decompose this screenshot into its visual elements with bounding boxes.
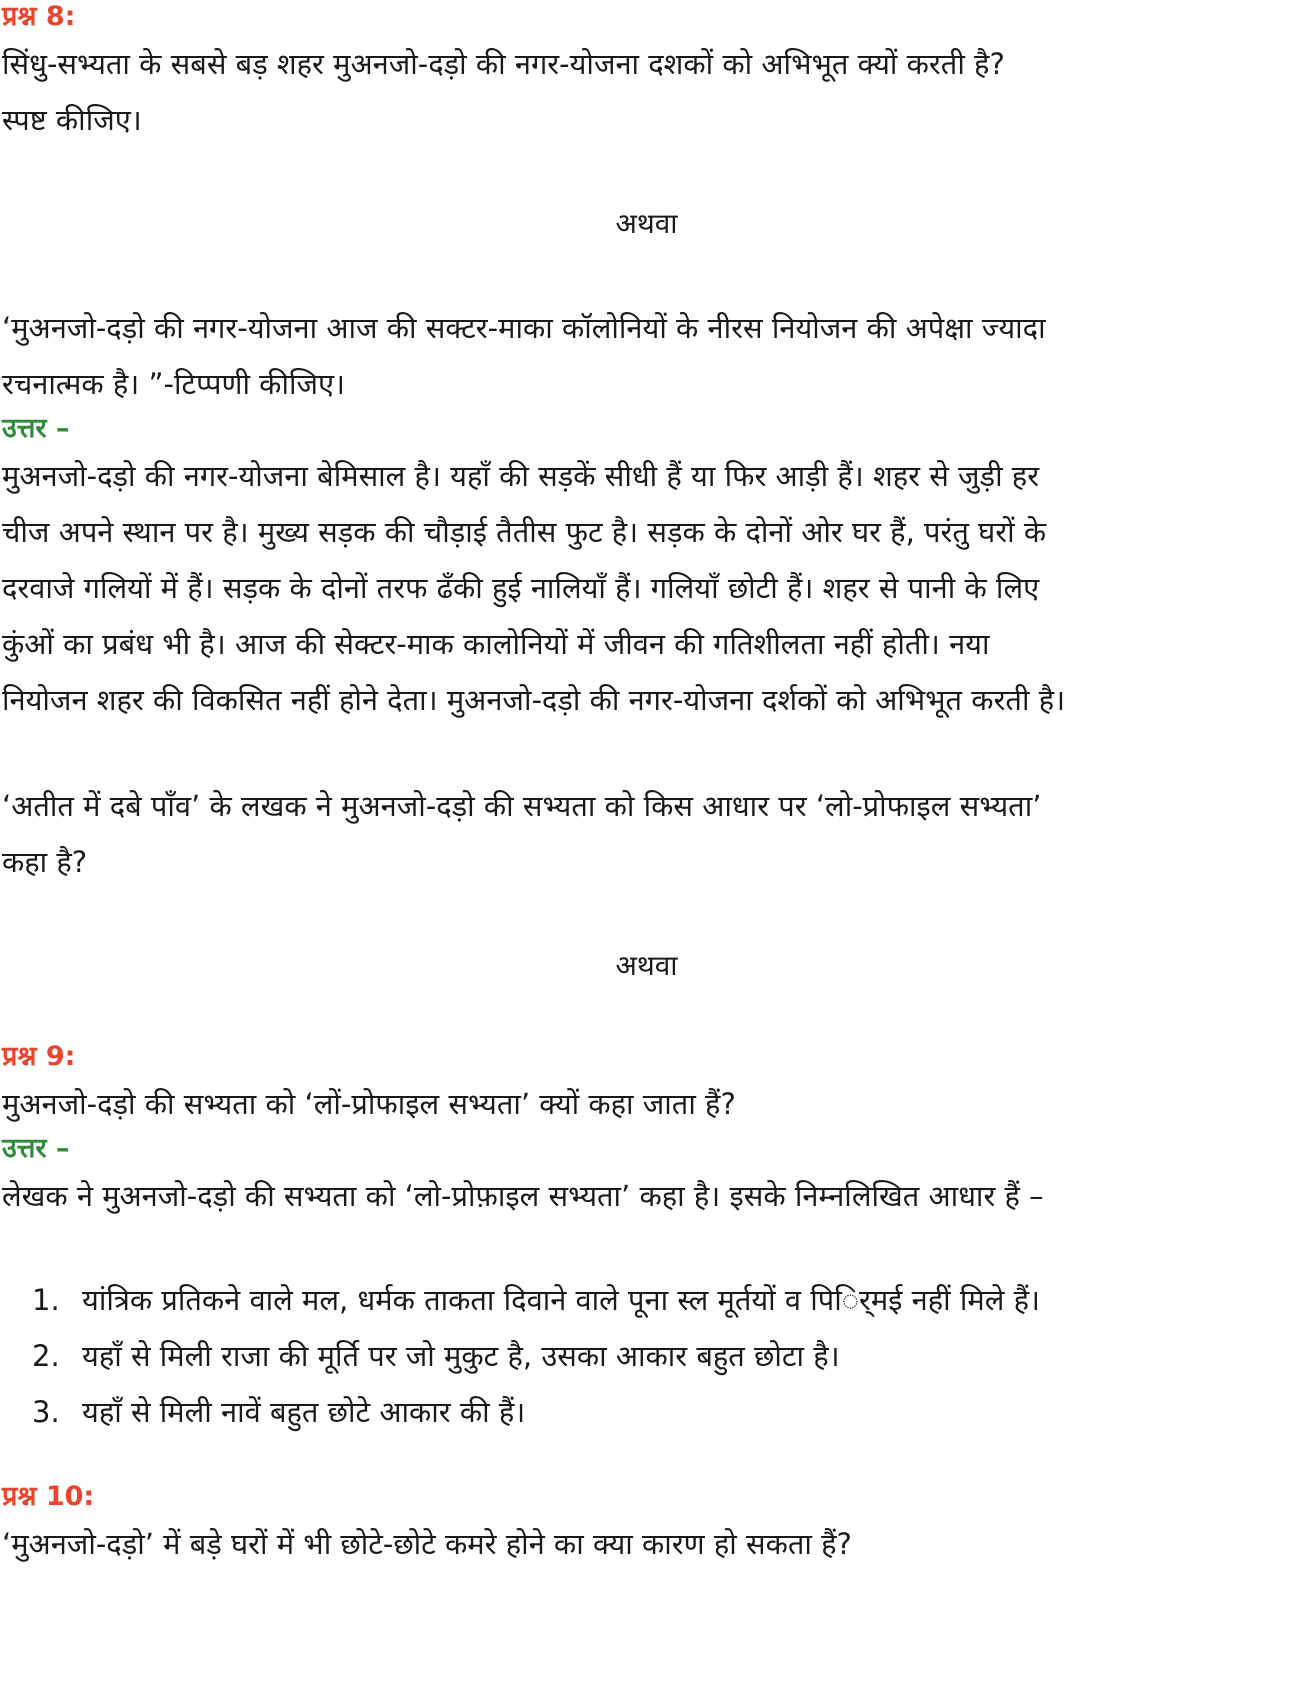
answer-8-line-4: कुंओं का प्रबंध भी है। आज की सेक्टर-माक कालोनियों में जीवन की गतिशीलता नहीं होती। नया <box>2 627 990 661</box>
answer-9-points <box>2 1272 1291 1440</box>
question-10 <box>2 1480 1291 1572</box>
question-10-heading: प्रश्न 10: <box>2 1481 95 1512</box>
list-item-text: यहाँ से मिली राजा की मूर्ति पर जो मुकुट है, उसका आकार बहुत छोटा है। <box>82 1339 840 1373</box>
question-9-text: मुअनजो-दड़ो की सभ्यता को ‘लों-प्रोफाइल सभ्यता’ क्यों कहा जाता हैं? <box>2 1087 736 1121</box>
question-8-heading: प्रश्न 8: <box>2 1 76 32</box>
answer-8-line-3: दरवाजे गलियों में हैं। सड़क के दोनों तरफ ढँकी हुई नालियाँ हैं। गलियाँ छोटी हैं। शहर से पानी के लिए <box>2 571 1040 605</box>
list-item <box>32 1384 1291 1440</box>
answer-9-heading: उत्तर – <box>2 1133 70 1164</box>
list-item-text: यहाँ से मिली नावें बहुत छोटे आकार की हैं। <box>82 1395 526 1429</box>
question-8 <box>2 0 1291 994</box>
answer-8-line-2: चीज अपने स्थान पर है। मुख्य सड़क की चौड़ाई तैतीस फुट है। सड़क के दोनों ओर घर हैं, परंतु घरों के <box>2 515 1047 549</box>
answer-9-intro: लेखक ने मुअनजो-दड़ो की सभ्यता को ‘लो-प्रोफ़ाइल सभ्यता’ कहा है। इसके निम्नलिखित आधार हैं – <box>2 1179 1044 1213</box>
question-8-alt-line-2: रचनात्मक है। ”-टिप्पणी कीजिए। <box>2 367 346 401</box>
list-item-number: 2. <box>32 1339 60 1373</box>
question-9 <box>2 1040 1291 1440</box>
answer-8-line-5: नियोजन शहर की विकसित नहीं होने देता। मुअनजो-दड़ो की नगर-योजना दर्शकों को अभिभूत करती है। <box>2 683 1066 717</box>
list-item-text: यांत्रिक प्रतिकने वाले मल, धर्मक ताकता दिवाने वाले पूना स्ल मूर्तयों व पिर्िमई नहीं मिले हैं। <box>82 1283 1040 1317</box>
extra-question-line-1: ‘अतीत में दबे पाँव’ के लखक ने मुअनजो-दड़ो की सभ्यता को किस आधार पर ‘लो-प्रोफाइल सभ्यता’ <box>2 789 1042 823</box>
or-divider-2: अथवा <box>615 949 678 982</box>
answer-8-heading: उत्तर – <box>2 413 70 444</box>
question-8-line-2: स्पष्ट कीजिए। <box>2 103 142 137</box>
or-divider: अथवा <box>615 207 678 240</box>
list-item <box>32 1328 1291 1384</box>
list-item-number: 1. <box>32 1283 60 1317</box>
answer-8-line-1: मुअनजो-दड़ो की नगर-योजना बेमिसाल है। यहाँ की सड़कें सीधी हैं या फिर आड़ी हैं। शहर से जुड़ी हर <box>2 459 1040 493</box>
question-8-alt-line-1: ‘मुअनजो-दड़ो की नगर-योजना आज की सक्टर-माका कॉलोनियों के नीरस नियोजन की अपेक्षा ज्यादा <box>2 311 1046 345</box>
list-item <box>32 1272 1291 1328</box>
list-item-number: 3. <box>32 1395 60 1429</box>
extra-question-line-2: कहा है? <box>2 845 88 879</box>
question-10-text: ‘मुअनजो-दड़ो’ में बड़े घरों में भी छोटे-छोटे कमरे होने का क्या कारण हो सकता हैं? <box>2 1527 852 1561</box>
question-9-heading: प्रश्न 9: <box>2 1041 76 1072</box>
question-8-line-1: सिंधु-सभ्यता के सबसे बड़ शहर मुअनजो-दड़ो की नगर-योजना दशकों को अभिभूत क्यों करती है? <box>2 47 1005 81</box>
